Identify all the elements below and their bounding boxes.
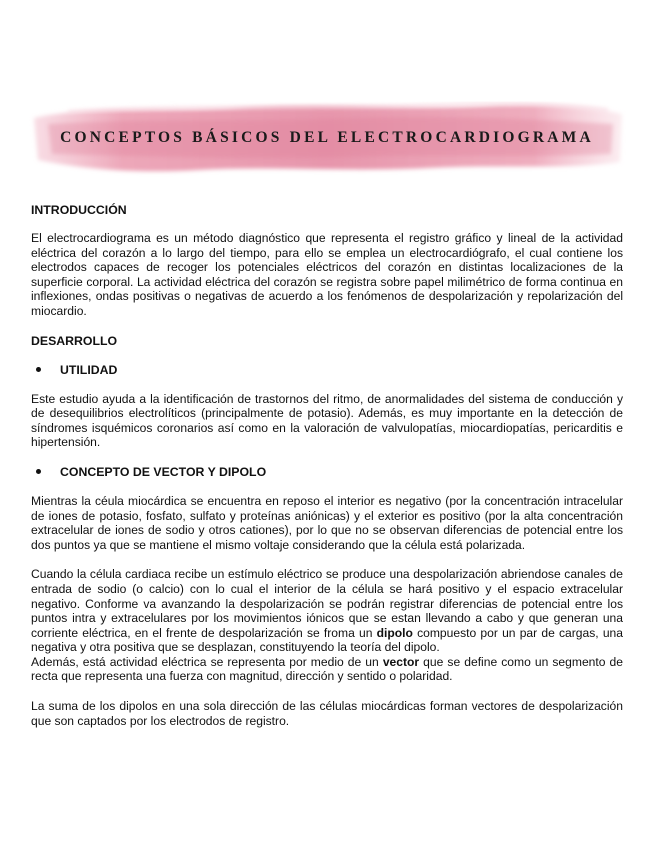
bullet-dot-icon	[36, 469, 41, 474]
intro-paragraph: El electrocardiograma es un método diagnóstico que representa el registro gráfico y lineal de la actividad eléctrica del corazón a lo largo del tiempo, para ello se emplea un electrocardiógrafo, el cual contiene los electrodos capaces de recoger los potenciales eléctricos del corazón en distintas localizaciones de la superficie corporal. La actividad eléctrica del corazón se registra sobre papel milimétrico de forma continua en inflexiones, ondas positivas o negativas de acuerdo a los fenómenos de despolarización y repolarización del miocardio.	[31, 231, 623, 318]
vector-paragraph-3-text-a: Además, está actividad eléctrica se representa por medio de un	[31, 654, 383, 669]
document-title: CONCEPTOS BÁSICOS DEL ELECTROCARDIOGRAMA	[60, 129, 594, 146]
vector-paragraph-2-text-b: compuesto por un par de cargas, una negativa y otra positiva que se desplazan, constituyendo la teoría del dipolo.	[31, 625, 623, 655]
vector-paragraph-4: La suma de los dipolos en una sola dirección de las células miocárdicas forman vectores de despolarización que son captados por los electrodos de registro.	[31, 699, 623, 728]
utilidad-heading: UTILIDAD	[60, 362, 118, 377]
vector-term: vector	[382, 654, 420, 669]
intro-heading: INTRODUCCIÓN	[31, 203, 127, 217]
dipolo-term: dipolo	[376, 625, 413, 640]
vector-paragraph-3-text-b: que se define como un segmento de recta que representa una fuerza con magnitud, dirección y sentido o polaridad.	[31, 654, 623, 684]
bullet-utilidad	[31, 363, 623, 377]
vector-paragraph-1: Mientras la céula miocárdica se encuentra en reposo el interior es negativo (por la concentración intracelular de iones de potasio, fosfato, sulfato y proteínas aniónicas) y el exterior es positivo (por la alta concentración extracelular de iones de sodio y otros cationes), por lo que no se observan diferencias de potencial entre los dos puntos ya que se mantiene el mismo voltaje considerando que la célula está polarizada.	[31, 493, 623, 552]
vector-dipolo-heading: CONCEPTO DE VECTOR Y DIPOLO	[60, 464, 267, 479]
utilidad-paragraph: Este estudio ayuda a la identificación de trastornos del ritmo, de anormalidades del sistema de conducción y de desequilibrios electrolíticos (principalmente de potasio). Además, es muy importante en la detección de síndromes isquémicos coronarios así como en la valoración de valvulopatías, miocardiopatías, pericarditis e hipertensión.	[31, 391, 623, 450]
title-banner	[28, 88, 626, 180]
bullet-vector-dipolo	[31, 465, 623, 479]
desarrollo-heading: DESARROLLO	[31, 333, 118, 348]
vector-paragraph-3	[31, 655, 623, 684]
vector-paragraph-2	[31, 567, 623, 655]
vector-paragraph-2-text-a: Cuando la célula cardiaca recibe un estímulo eléctrico se produce una despolarización abriendose canales de entrada de sodio (o calcio) con lo cual el interior de la célula se hará positivo y el espacio extracelular negativo. Conforme va avanzando la despolarización se podrán registrar diferencias de potencial entre los puntos intra y extracelulares por los movimientos iónicos que se estan llevando a cabo y que generan una corriente eléctrica, en el frente de despolarización se froma un	[31, 567, 623, 640]
bullet-dot-icon	[36, 367, 41, 372]
document-body	[31, 203, 623, 743]
